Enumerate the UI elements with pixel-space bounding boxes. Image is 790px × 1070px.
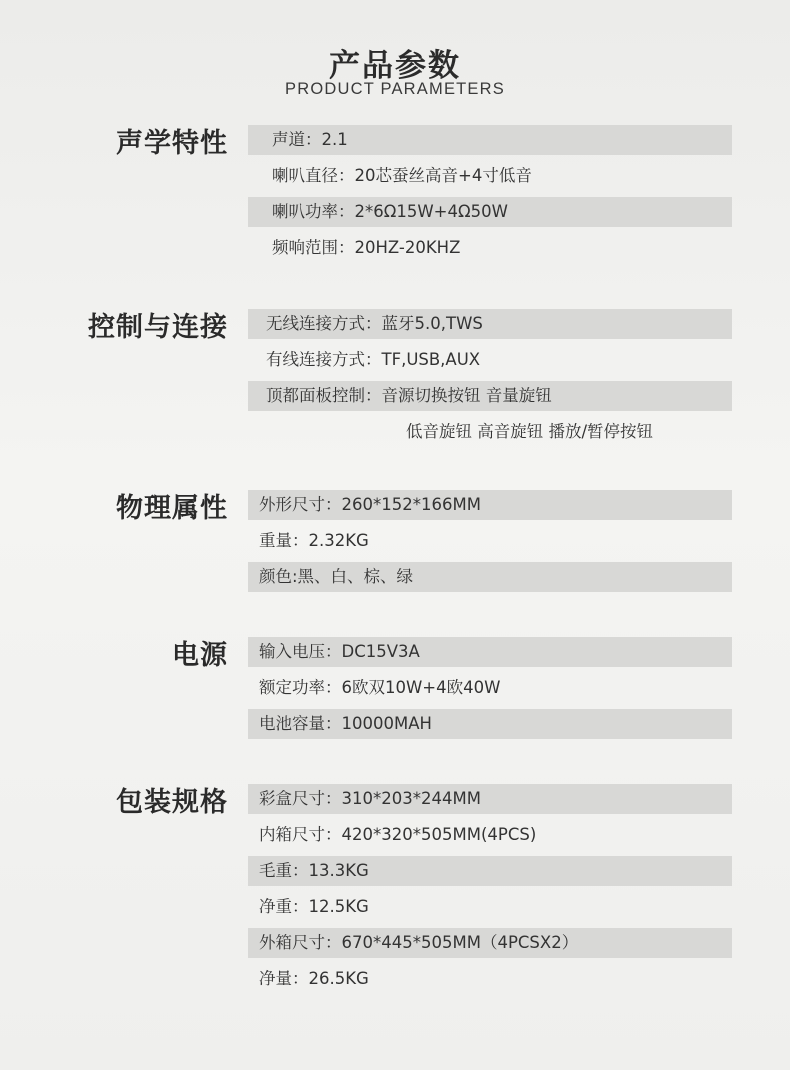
page-subtitle: PRODUCT PARAMETERS bbox=[285, 80, 505, 98]
param-row bbox=[248, 562, 732, 592]
param-row bbox=[248, 417, 732, 447]
param-text: 低音旋钮 高音旋钮 播放/暂停按钮 bbox=[406, 422, 654, 441]
param-row bbox=[248, 637, 732, 667]
param-row bbox=[248, 233, 732, 263]
param-row bbox=[248, 820, 732, 850]
page-title: 产品参数 bbox=[329, 48, 461, 84]
param-text: 无线连接方式：蓝牙5.0,TWS bbox=[266, 314, 483, 333]
param-row bbox=[248, 964, 732, 994]
param-text: 喇叭直径：20芯蚕丝高音+4寸低音 bbox=[272, 166, 532, 185]
param-row bbox=[248, 709, 732, 739]
param-row bbox=[248, 856, 732, 886]
param-text: 声道：2.1 bbox=[272, 130, 348, 149]
param-text: 有线连接方式：TF,USB,AUX bbox=[266, 350, 481, 369]
param-row bbox=[248, 161, 732, 191]
param-row bbox=[248, 490, 732, 520]
param-row bbox=[248, 309, 732, 339]
section-label-packaging: 包装规格 bbox=[116, 787, 228, 818]
param-row bbox=[248, 928, 732, 958]
param-text: 重量：2.32KG bbox=[259, 531, 369, 550]
param-text: 频响范围：20HZ-20KHZ bbox=[272, 238, 461, 257]
param-text: 额定功率：6欧双10W+4欧40W bbox=[259, 678, 501, 697]
section-label-power: 电源 bbox=[172, 640, 228, 671]
param-text: 净重：12.5KG bbox=[259, 897, 369, 916]
param-text: 顶都面板控制：音源切换按钮 音量旋钮 bbox=[266, 386, 552, 405]
param-text: 输入电压：DC15V3A bbox=[259, 642, 420, 661]
section-label-physical: 物理属性 bbox=[116, 493, 228, 524]
param-text: 毛重：13.3KG bbox=[259, 861, 369, 880]
param-text: 电池容量：10000MAH bbox=[259, 714, 432, 733]
param-text: 净量：26.5KG bbox=[259, 969, 369, 988]
param-text: 颜色:黑、白、棕、绿 bbox=[259, 567, 414, 586]
param-row bbox=[248, 197, 732, 227]
param-text: 外形尺寸：260*152*166MM bbox=[259, 495, 481, 514]
param-row bbox=[248, 673, 732, 703]
param-row bbox=[248, 381, 732, 411]
param-row bbox=[248, 125, 732, 155]
param-row bbox=[248, 526, 732, 556]
param-text: 喇叭功率：2*6Ω15W+4Ω50W bbox=[272, 202, 508, 221]
param-text: 彩盒尺寸：310*203*244MM bbox=[259, 789, 481, 808]
param-row bbox=[248, 784, 732, 814]
param-text: 外箱尺寸：670*445*505MM（4PCSX2） bbox=[259, 933, 579, 952]
section-label-acoustics: 声学特性 bbox=[116, 128, 228, 159]
param-text: 内箱尺寸：420*320*505MM(4PCS) bbox=[259, 825, 537, 844]
param-row bbox=[248, 345, 732, 375]
param-row bbox=[248, 892, 732, 922]
section-label-control: 控制与连接 bbox=[88, 312, 228, 343]
